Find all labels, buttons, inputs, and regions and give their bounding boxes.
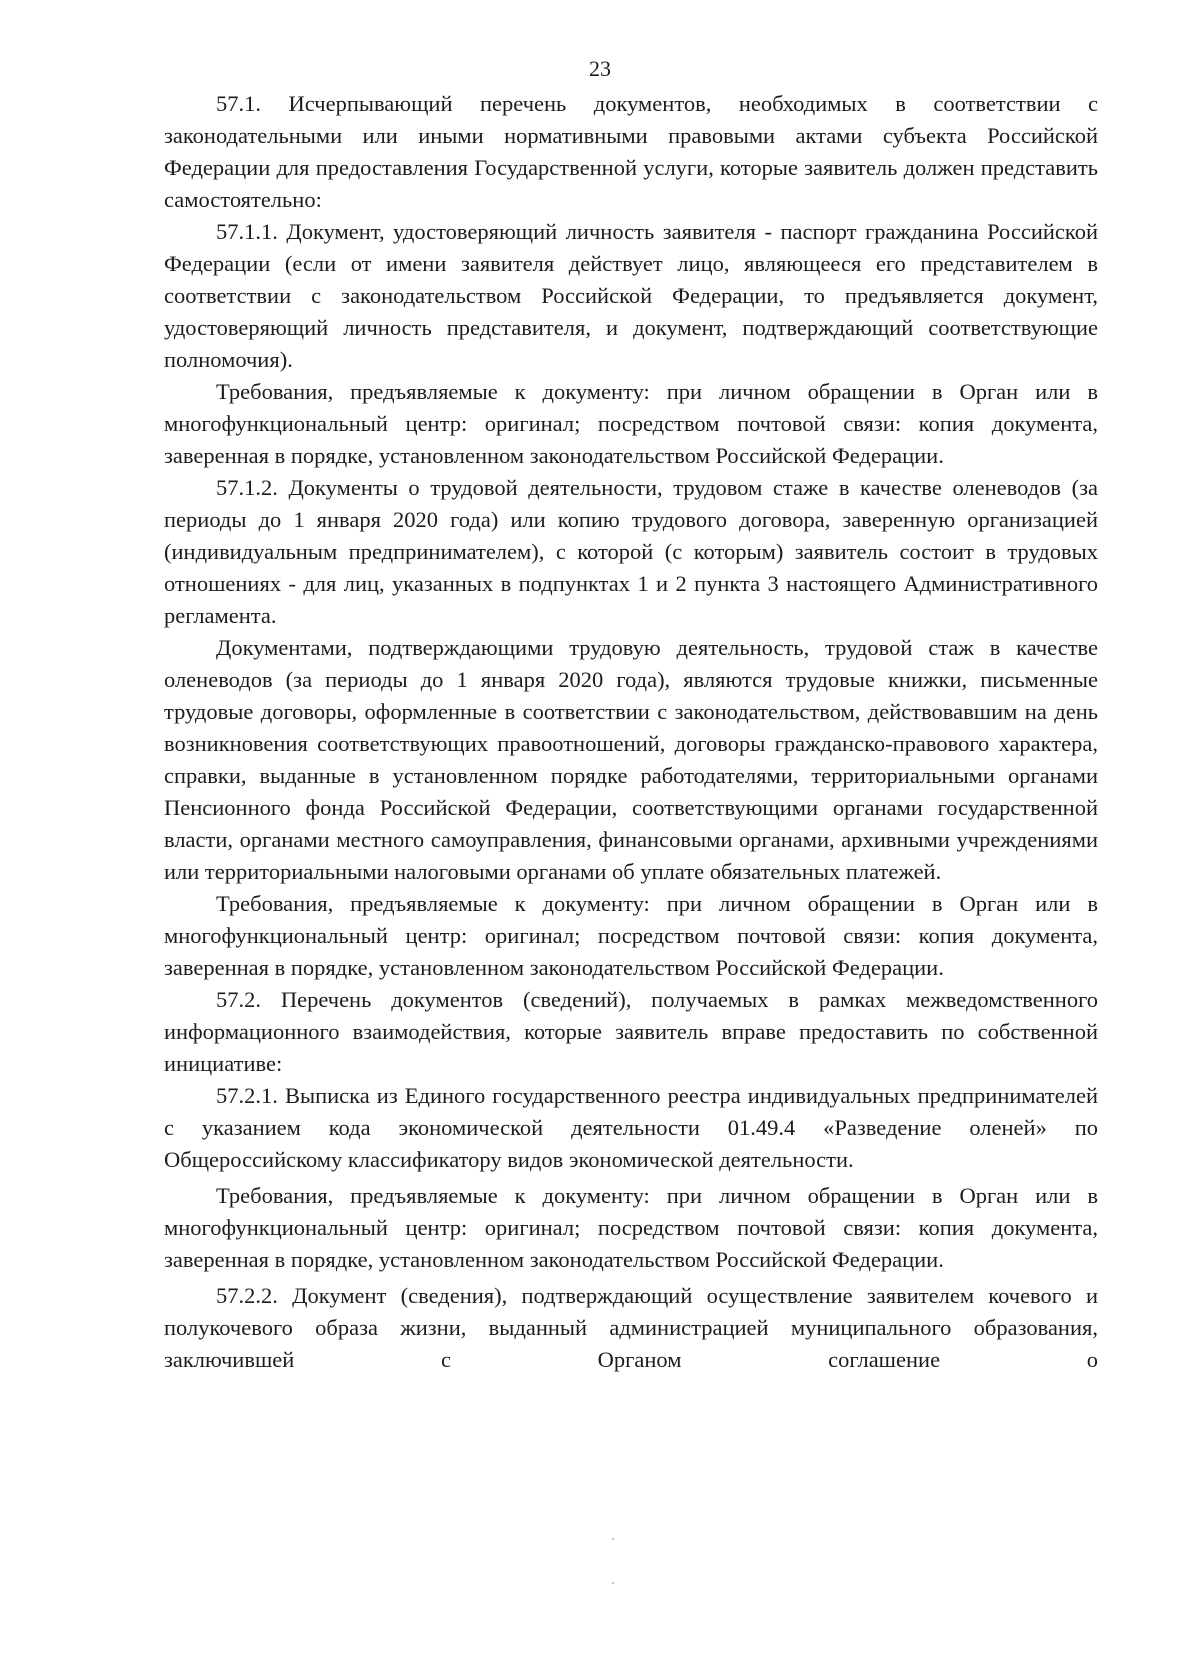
paragraph-57-2-2: 57.2.2. Документ (сведения), подтверждающий осуществление заявителем кочевого и полукочевого образа жизни, выданный администрацией муниципального образования, заключившей с Органом соглашение о [164, 1283, 1098, 1372]
document-body [164, 88, 1098, 1376]
paragraph-requirements-2: Требования, предъявляемые к документу: при личном обращении в Орган или в многофункциональный центр: оригинал; посредством почтовой связи: копия документа, заверенная в порядке, установленном законодательством Российской Федерации. [164, 891, 1098, 980]
paragraph-requirements-3: Требования, предъявляемые к документу: при личном обращении в Орган или в многофункциональный центр: оригинал; посредством почтовой связи: копия документа, заверенная в порядке, установленном законодательством Российской Федерации. [164, 1183, 1098, 1272]
paragraph-57-2: 57.2. Перечень документов (сведений), получаемых в рамках межведомственного информационного взаимодействия, которые заявитель вправе предоставить по собственной инициативе: [164, 987, 1098, 1076]
paragraph-labor-documents: Документами, подтверждающими трудовую деятельность, трудовой стаж в качестве оленеводов (за периоды до 1 января 2020 года), являются трудовые книжки, письменные трудовые договоры, оформленные в соответствии с законодательством, действовавшим на день возникновения соответствующих правоотношений, договоры гражданско-правового характера, справки, выданные в установленном порядке работодателями, территориальными органами Пенсионного фонда Российской Федерации, соответствующими органами государственной власти, органами местного самоуправления, финансовыми органами, архивными учреждениями или территориальными налоговыми органами об уплате обязательных платежей. [164, 635, 1098, 884]
paragraph-57-1-1: 57.1.1. Документ, удостоверяющий личность заявителя - паспорт гражданина Российской Федерации (если от имени заявителя действует лицо, являющееся его представителем в соответствии с законодательством Российской Федерации, то предъявляется документ, удостоверяющий личность представителя, и документ, подтверждающий соответствующие полномочия). [164, 219, 1098, 372]
scan-speck [612, 1582, 614, 1584]
paragraph-57-1: 57.1. Исчерпывающий перечень документов, необходимых в соответствии с законодательными или иными нормативными правовыми актами субъекта Российской Федерации для предоставления Государственной услуги, которые заявитель должен представить самостоятельно: [164, 91, 1098, 212]
paragraph-requirements-1: Требования, предъявляемые к документу: при личном обращении в Орган или в многофункциональный центр: оригинал; посредством почтовой связи: копия документа, заверенная в порядке, установленном законодательством Российской Федерации. [164, 379, 1098, 468]
page-number: 23 [589, 56, 611, 81]
scan-speck [612, 1538, 614, 1540]
paragraph-57-2-1: 57.2.1. Выписка из Единого государственного реестра индивидуальных предпринимателей с указанием кода экономической деятельности 01.49.4 «Разведение оленей» по Общероссийскому классификатору видов экономической деятельности. [164, 1083, 1098, 1172]
paragraph-57-1-2: 57.1.2. Документы о трудовой деятельности, трудовом стаже в качестве оленеводов (за периоды до 1 января 2020 года) или копию трудового договора, заверенную организацией (индивидуальным предпринимателем), с которой (с которым) заявитель состоит в трудовых отношениях - для лиц, указанных в подпунктах 1 и 2 пункта 3 настоящего Административного регламента. [164, 475, 1098, 628]
